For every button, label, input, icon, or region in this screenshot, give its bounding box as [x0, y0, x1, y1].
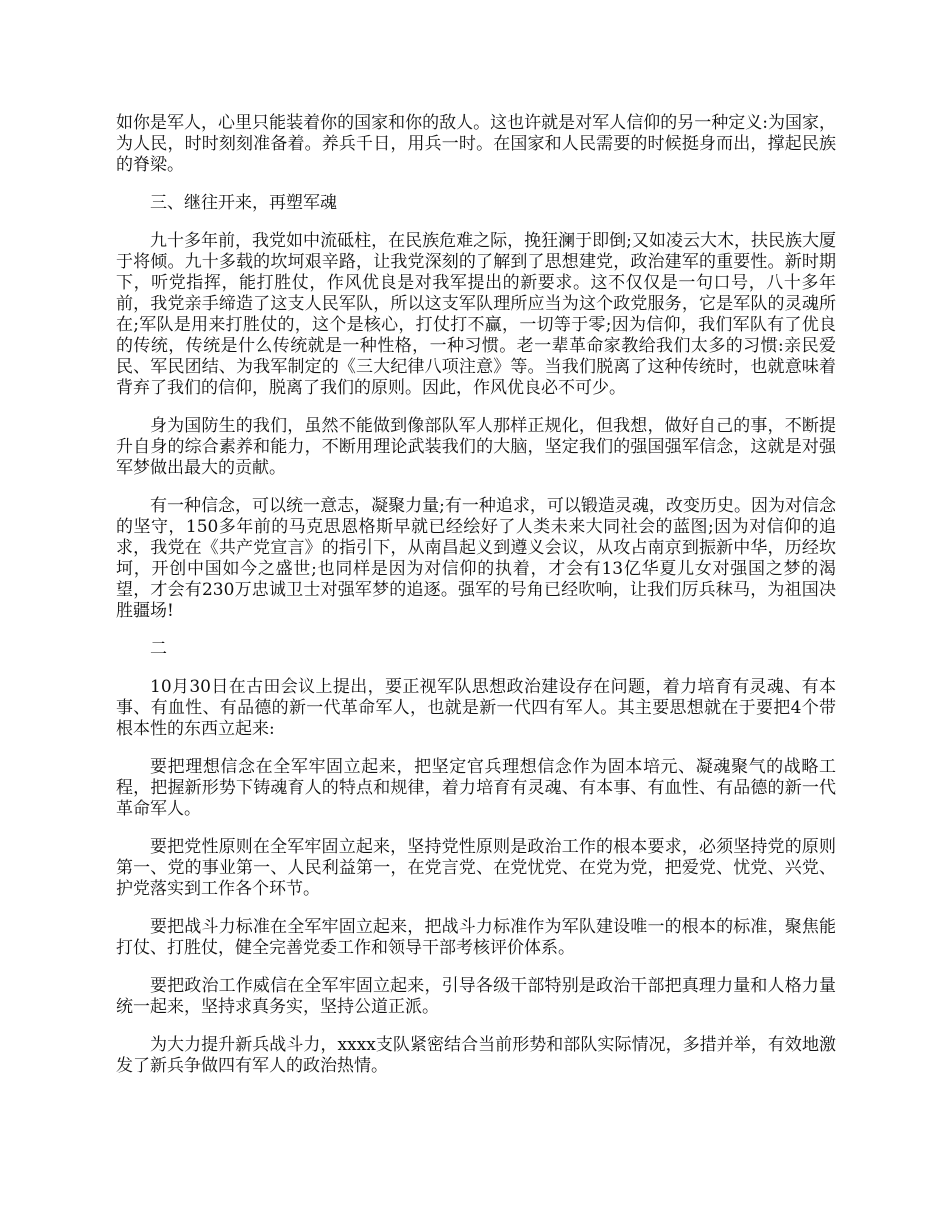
- paragraph: 要把党性原则在全军牢固立起来，坚持党性原则是政治工作的根本要求，必须坚持党的原则第一、党的事业第一、人民利益第一，在党言党、在党忧党、在党为党，把爱党、忧党、兴党、护党落实到工作各个环节。: [116, 837, 836, 899]
- paragraph: 九十多年前，我党如中流砥柱，在民族危难之际，挽狂澜于即倒;又如凌云大木，扶民族大厦于将倾。九十多载的坎坷艰辛路，让我党深刻的了解到了思想建党，政治建军的重要性。新时期下，听党指挥，能打胜仗，作风优良是对我军提出的新要求。这不仅仅是一句口号，八十多年前，我党亲手缔造了这支人民军队，所以这支军队理所应当为这个政党服务，它是军队的灵魂所在;军队是用来打胜仗的，这个是核心，打仗打不赢，一切等于零;因为信仰，我们军队有了优良的传统，传统是什么传统就是一种性格，一种习惯。老一辈革命家教给我们太多的习惯:亲民爱民、军民团结、为我军制定的《三大纪律八项注意》等。当我们脱离了这种传统时，也就意味着背弃了我们的信仰，脱离了我们的原则。因此，作风优良必不可少。: [116, 231, 836, 398]
- document-body: [116, 113, 836, 1094]
- paragraph: 要把理想信念在全军牢固立起来，把坚定官兵理想信念作为固本培元、凝魂聚气的战略工程，把握新形势下铸魂育人的特点和规律，着力培育有灵魂、有本事、有血性、有品德的新一代革命军人。: [116, 757, 836, 819]
- section-heading-3: 三、继往开来，再塑军魂: [150, 193, 337, 213]
- paragraph: 为大力提升新兵战斗力，xxxx支队紧密结合当前形势和部队实际情况，多措并举，有效地激发了新兵争做四有军人的政治热情。: [116, 1035, 836, 1076]
- paragraph-continued: 如你是军人，心里只能装着你的国家和你的敌人。这也许就是对军人信仰的另一种定义:为国家，为人民，时时刻刻准备着。养兵千日，用兵一时。在国家和人民需要的时候挺身而出，撑起民族的脊梁。: [116, 113, 836, 175]
- paragraph: 身为国防生的我们，虽然不能做到像部队军人那样正规化，但我想，做好自己的事，不断提升自身的综合素养和能力，不断用理论武装我们的大脑，坚定我们的强国强军信念，这就是对强军梦做出最大的贡献。: [116, 416, 836, 478]
- paragraph: 要把战斗力标准在全军牢固立起来，把战斗力标准作为军队建设唯一的根本的标准，聚焦能打仗、打胜仗，健全完善党委工作和领导干部考核评价体系。: [116, 917, 836, 958]
- section-heading-2: 二: [150, 639, 167, 659]
- paragraph: 有一种信念，可以统一意志，凝聚力量;有一种追求，可以锻造灵魂，改变历史。因为对信念的坚守，150多年前的马克思恩格斯早就已经绘好了人类未来大同社会的蓝图;因为对信仰的追求，我党在《共产党宣言》的指引下，从南昌起义到遵义会议，从攻占南京到振新中华，历经坎坷，开创中国如今之盛世;也同样是因为对信仰的执着，才会有13亿华夏儿女对强国之梦的渴望，才会有230万忠诚卫士对强军梦的追逐。强军的号角已经吹响，让我们厉兵秣马，为祖国决胜疆场!: [116, 496, 836, 621]
- paragraph: 10月30日在古田会议上提出，要正视军队思想政治建设存在问题，着力培育有灵魂、有本事、有血性、有品德的新一代革命军人，也就是新一代四有军人。其主要思想就在于要把4个带根本性的东西立起来:: [116, 677, 836, 739]
- paragraph: 要把政治工作威信在全军牢固立起来，引导各级干部特别是政治干部把真理力量和人格力量统一起来，坚持求真务实，坚持公道正派。: [116, 976, 836, 1017]
